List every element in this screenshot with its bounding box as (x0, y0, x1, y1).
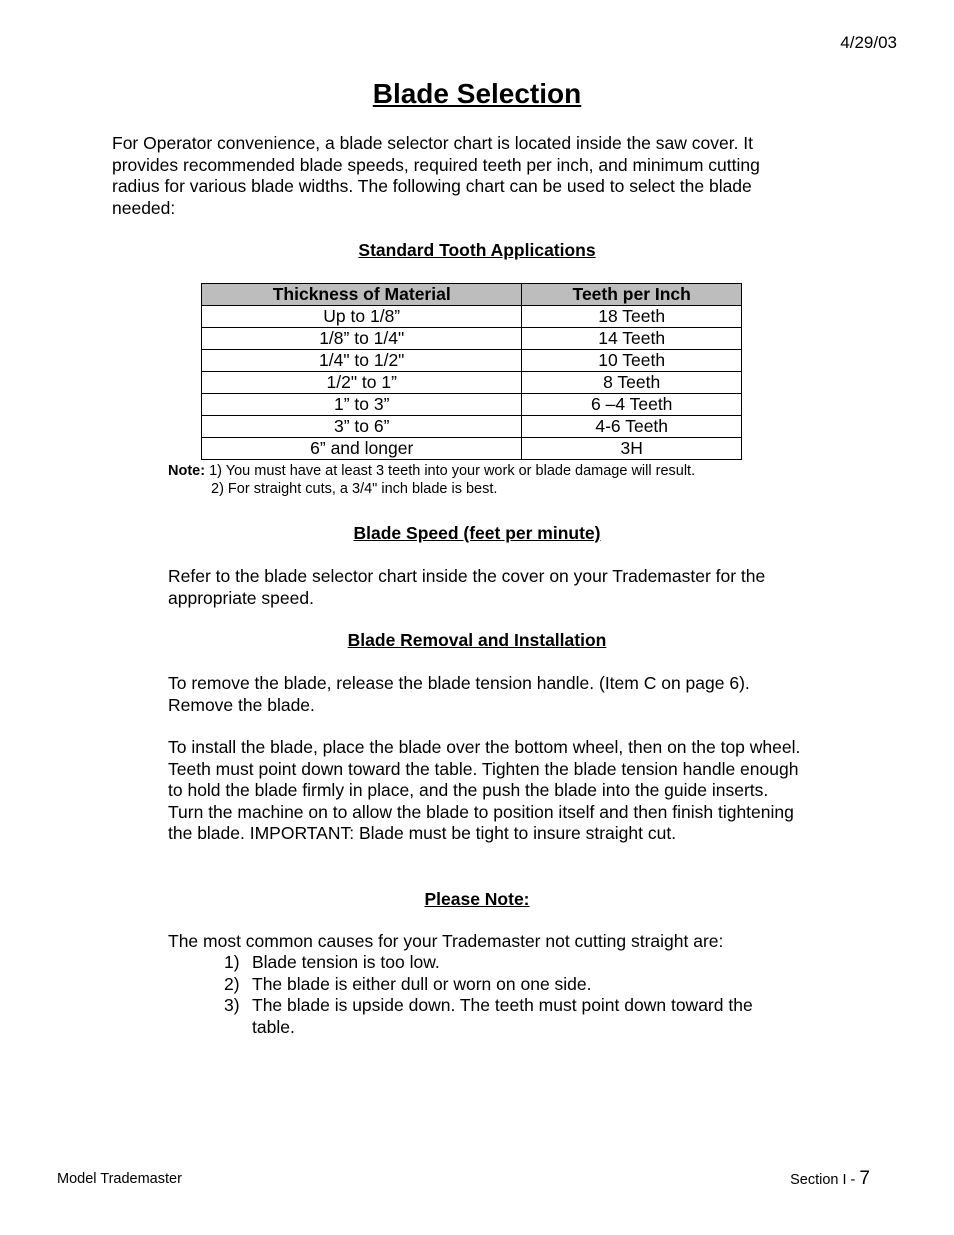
table-row (202, 438, 742, 460)
causes-intro: The most common causes for your Trademaster not cutting straight are: (168, 931, 724, 951)
page-date: 4/29/03 (840, 33, 897, 52)
blade-speed-paragraph: Refer to the blade selector chart inside the cover on your Trademaster for the appropriate speed. (168, 566, 766, 608)
thickness-cell: 1/2" to 1” (202, 372, 522, 394)
column-header-teeth: Teeth per Inch (522, 284, 742, 306)
please-note-heading: Please Note: (424, 889, 530, 909)
thickness-cell: 6” and longer (202, 438, 522, 460)
table-notes (168, 462, 695, 498)
blade-removal-paragraph: To remove the blade, release the blade tension handle. (Item C on page 6). Remove the blade. (168, 673, 750, 715)
page-title: Blade Selection (372, 78, 582, 109)
thickness-cell: 1/8” to 1/4" (202, 328, 522, 350)
list-item (224, 995, 784, 1038)
teeth-cell: 18 Teeth (522, 306, 742, 328)
table-row (202, 306, 742, 328)
note-line-1 (168, 462, 695, 480)
table-row (202, 416, 742, 438)
table-header-row (202, 284, 742, 306)
thickness-cell: Up to 1/8” (202, 306, 522, 328)
list-item (224, 974, 784, 996)
footer-section (790, 1168, 870, 1190)
table-row (202, 328, 742, 350)
list-text: Blade tension is too low. (252, 952, 440, 972)
intro-paragraph: For Operator convenience, a blade selector chart is located inside the saw cover. It provides recommended blade speeds, required teeth per inch, and minimum cutting radius for various blade widths. The following chart can be used to select the blade needed: (112, 133, 760, 218)
blade-install-paragraph: To install the blade, place the blade over the bottom wheel, then on the top wheel. Teeth must point down toward the table. Tighten the blade tension handle enough to hold the blade firmly in place, and the push the blade into the guide inserts. Turn the machine on to allow the blade to position itself and then finish tightening the blade. IMPORTANT: Blade must be tight to insure straight cut. (168, 737, 801, 843)
table-row (202, 350, 742, 372)
list-number: 1) (224, 952, 240, 972)
teeth-cell: 14 Teeth (522, 328, 742, 350)
note-1-text: 1) You must have at least 3 teeth into your work or blade damage will result. (209, 463, 696, 479)
blade-removal-heading: Blade Removal and Installation (347, 630, 607, 650)
column-header-thickness: Thickness of Material (202, 284, 522, 306)
teeth-table (201, 283, 742, 460)
table-row (202, 394, 742, 416)
causes-list (224, 952, 784, 1038)
list-text: The blade is upside down. The teeth must point down toward the table. (252, 995, 753, 1037)
list-item (224, 952, 784, 974)
blade-speed-heading: Blade Speed (feet per minute) (353, 523, 601, 543)
teeth-cell: 10 Teeth (522, 350, 742, 372)
standard-tooth-heading: Standard Tooth Applications (358, 240, 596, 260)
thickness-cell: 1” to 3” (202, 394, 522, 416)
list-text: The blade is either dull or worn on one side. (252, 973, 592, 994)
teeth-cell: 6 –4 Teeth (522, 394, 742, 416)
thickness-cell: 3” to 6” (202, 416, 522, 438)
list-number: 3) (224, 995, 240, 1015)
footer-model: Model Trademaster (57, 1171, 182, 1187)
table-row (202, 372, 742, 394)
page-number: 7 (859, 1168, 870, 1189)
note-label: Note: (168, 463, 206, 479)
note-2-text: 2) For straight cuts, a 3/4" inch blade is best. (211, 481, 498, 497)
list-number: 2) (224, 973, 240, 994)
thickness-cell: 1/4" to 1/2" (202, 350, 522, 372)
teeth-cell: 8 Teeth (522, 372, 742, 394)
teeth-cell: 3H (522, 438, 742, 460)
footer-section-label: Section I - (790, 1172, 860, 1188)
teeth-cell: 4-6 Teeth (522, 416, 742, 438)
